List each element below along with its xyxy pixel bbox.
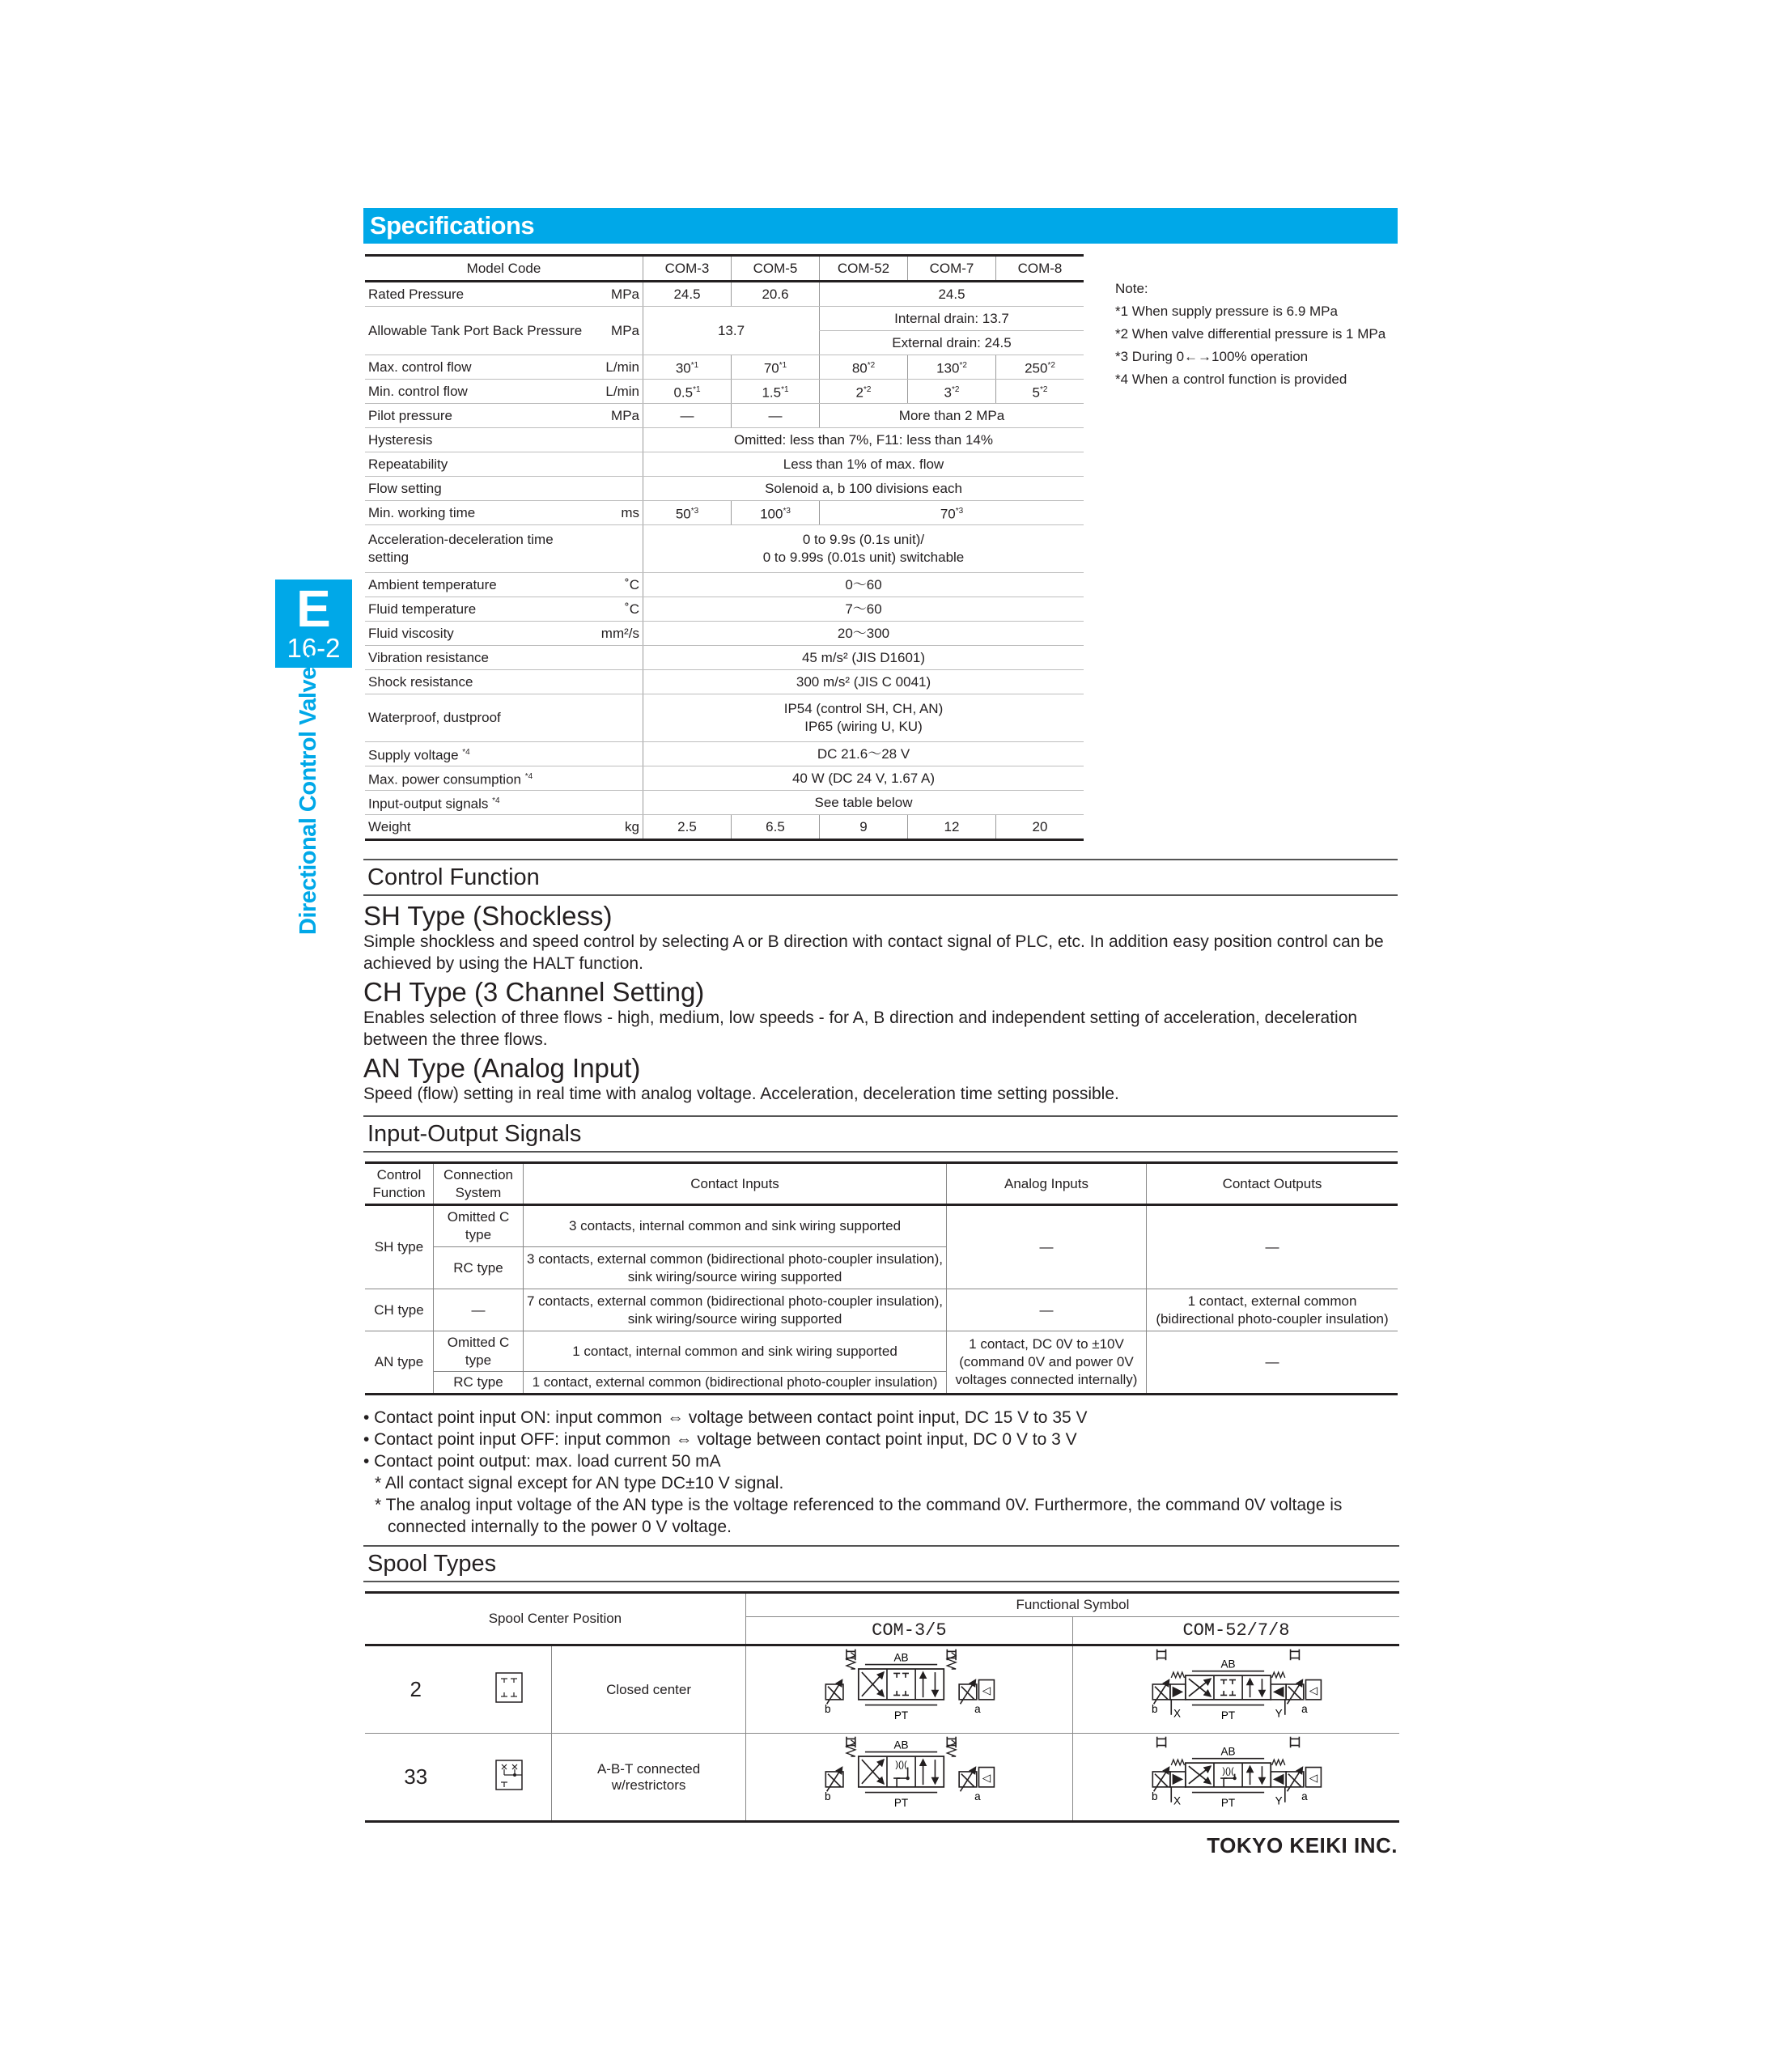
spool-row xyxy=(365,1734,1399,1822)
svg-text:◁: ◁ xyxy=(1309,1684,1318,1697)
spool-row xyxy=(365,1645,1399,1734)
spec-unit: mm²/s xyxy=(591,622,643,646)
contact-inputs-cell: 7 contacts, external common (bidirectional photo-coupler insulation), sink wiring/source wiring supported xyxy=(524,1289,947,1331)
section-title: Control Function xyxy=(367,864,540,890)
spec-value: 250$^{*2}$ xyxy=(996,355,1084,380)
star-note: connected internally to the power 0 V voltage. xyxy=(388,1518,732,1536)
sh-type-heading: SH Type (Shockless) xyxy=(363,901,613,931)
spec-value: Omitted: less than 7%, F11: less than 14% xyxy=(643,428,1084,452)
solenoid-label-b: b xyxy=(1152,1790,1158,1803)
spec-row xyxy=(365,597,1084,622)
spec-label: Ambient temperature xyxy=(365,573,591,597)
spec-label: Vibration resistance xyxy=(365,646,591,670)
spool-types-heading xyxy=(363,1545,1399,1582)
spec-value: 20 xyxy=(996,815,1084,840)
spec-value: 5$^{*2}$ xyxy=(996,380,1084,404)
specifications-title: Specifications xyxy=(370,211,535,240)
io-notes xyxy=(363,1407,1399,1538)
spec-label: Acceleration-deceleration time setting xyxy=(365,525,591,573)
specifications-table xyxy=(365,254,1084,841)
col-header: Connection System xyxy=(434,1163,524,1205)
specifications-header xyxy=(363,208,1398,244)
spec-label: Min. control flow xyxy=(365,380,591,404)
spec-label: Input-output signals $^{*4}$ xyxy=(365,791,591,815)
spec-row xyxy=(365,694,1084,742)
spec-row xyxy=(365,355,1084,380)
spec-unit xyxy=(591,791,643,815)
port-label-pt: PT xyxy=(1221,1797,1236,1810)
solenoid-label-a: a xyxy=(974,1703,981,1716)
spec-value: DC 21.6〜28 V xyxy=(643,742,1084,766)
col-header: COM-7 xyxy=(908,256,996,282)
spec-value: 0 to 9.9s (0.1s unit)/ 0 to 9.99s (0.01s unit) switchable xyxy=(643,525,1084,573)
note-item: *3 During 0←→100% operation xyxy=(1115,349,1309,364)
valve-symbol xyxy=(1147,1734,1325,1815)
port-label-pt: PT xyxy=(1221,1709,1236,1722)
note-item: *4 When a control function is provided xyxy=(1115,372,1347,387)
spec-value: 0.5$^{*1}$ xyxy=(643,380,732,404)
spec-notes xyxy=(1115,278,1385,391)
analog-inputs-cell: — xyxy=(947,1289,1147,1331)
connection-cell: Omitted C type xyxy=(434,1205,524,1247)
col-header: Analog Inputs xyxy=(947,1163,1147,1205)
spec-value: 24.5 xyxy=(643,282,732,307)
spool-icon-cell xyxy=(466,1645,551,1734)
an-type-text: Speed (flow) setting in real time with analog voltage. Acceleration, deceleration time setting possible. xyxy=(363,1085,1119,1103)
spec-row xyxy=(365,282,1084,307)
symbol-com35 xyxy=(745,1734,1072,1822)
company-name: TOKYO KEIKI INC. xyxy=(1207,1833,1398,1858)
spec-label: Hysteresis xyxy=(365,428,591,452)
port-label-ab: AB xyxy=(893,1739,909,1751)
bullet-note: • Contact point input ON: input common ⇔ voltage between contact point input, DC 15 V to 35 V xyxy=(363,1408,1088,1427)
spec-value: 20〜300 xyxy=(643,622,1084,646)
col-header: COM-5 xyxy=(732,256,820,282)
section-letter: E xyxy=(296,580,331,638)
analog-inputs-cell: — xyxy=(947,1205,1147,1289)
col-header: Spool Center Position xyxy=(365,1593,745,1645)
col-header-com35: COM-3/5 xyxy=(745,1617,1072,1645)
spec-value: More than 2 MPa xyxy=(820,404,1084,428)
spec-value: 9 xyxy=(820,815,908,840)
spec-row xyxy=(365,742,1084,766)
spec-unit: MPa xyxy=(591,282,643,307)
spec-value: 30$^{*1}$ xyxy=(643,355,732,380)
pilot-label-y: Y xyxy=(1275,1707,1284,1720)
bullet-note: • Contact point input OFF: input common ⇔ voltage between contact point input, DC 0 V to 3 V xyxy=(363,1430,1077,1449)
page-number: 16-2 xyxy=(286,633,341,663)
solenoid-label-a: a xyxy=(1301,1790,1309,1803)
spec-row xyxy=(365,791,1084,815)
port-label-ab: AB xyxy=(1220,1658,1237,1671)
col-header-com52: COM-52/7/8 xyxy=(1072,1617,1399,1645)
spec-value: Internal drain: 13.7 xyxy=(820,307,1084,331)
solenoid-label-a: a xyxy=(974,1790,981,1803)
io-signals-heading xyxy=(363,1115,1398,1153)
spool-center-icon xyxy=(493,1671,525,1705)
spec-label: Max. control flow xyxy=(365,355,591,380)
port-label-pt: PT xyxy=(894,1709,909,1722)
section-title: Spool Types xyxy=(367,1551,497,1577)
spec-label: Fluid viscosity xyxy=(365,622,591,646)
note-item: *1 When supply pressure is 6.9 MPa xyxy=(1115,304,1338,319)
port-label-pt: PT xyxy=(894,1797,909,1810)
spec-value: 50$^{*3}$ xyxy=(643,501,732,525)
spec-row xyxy=(365,815,1084,840)
solenoid-label-b: b xyxy=(825,1790,831,1803)
spec-value: 24.5 xyxy=(820,282,1084,307)
spec-label: Max. power consumption $^{*4}$ xyxy=(365,766,591,791)
spec-row xyxy=(365,670,1084,694)
spec-unit: ˚C xyxy=(591,597,643,622)
contact-inputs-cell: 1 contact, external common (bidirectional photo-coupler insulation) xyxy=(524,1372,947,1395)
section-title: Input-Output Signals xyxy=(367,1121,582,1147)
spec-row xyxy=(365,307,1084,331)
valve-symbol xyxy=(820,1647,998,1728)
spec-row xyxy=(365,428,1084,452)
spec-unit xyxy=(591,525,643,573)
spec-row xyxy=(365,477,1084,501)
contact-inputs-cell: 1 contact, internal common and sink wiring supported xyxy=(524,1331,947,1372)
star-note: * The analog input voltage of the AN type is the voltage referenced to the command 0V. Furthermore, the command 0V voltage is xyxy=(375,1496,1343,1514)
spec-value: Solenoid a, b 100 divisions each xyxy=(643,477,1084,501)
control-function-cell: CH type xyxy=(365,1289,434,1331)
spec-value: 7〜60 xyxy=(643,597,1084,622)
valve-symbol xyxy=(820,1734,998,1815)
col-header: Functional Symbol xyxy=(745,1593,1399,1617)
pilot-label-y: Y xyxy=(1275,1794,1284,1807)
spec-value: 2.5 xyxy=(643,815,732,840)
spec-label: Waterproof, dustproof xyxy=(365,694,591,742)
spec-label: Weight xyxy=(365,815,591,840)
analog-inputs-cell: 1 contact, DC 0V to ±10V (command 0V and power 0V voltages connected internally) xyxy=(947,1331,1147,1395)
contact-outputs-cell: 1 contact, external common (bidirectional photo-coupler insulation) xyxy=(1147,1289,1398,1331)
svg-text:◁: ◁ xyxy=(982,1772,991,1785)
spec-row xyxy=(365,573,1084,597)
spec-row xyxy=(365,404,1084,428)
spec-value: 3$^{*2}$ xyxy=(908,380,996,404)
connection-cell: RC type xyxy=(434,1372,524,1395)
spec-label: Fluid temperature xyxy=(365,597,591,622)
spec-value: 300 m/s² (JIS C 0041) xyxy=(643,670,1084,694)
spec-value: 40 W (DC 24 V, 1.67 A) xyxy=(643,766,1084,791)
control-function-cell: SH type xyxy=(365,1205,434,1289)
spec-value: — xyxy=(732,404,820,428)
spec-row xyxy=(365,380,1084,404)
ch-type-heading: CH Type (3 Channel Setting) xyxy=(363,977,705,1007)
spec-row xyxy=(365,452,1084,477)
spec-value: 20.6 xyxy=(732,282,820,307)
svg-text:◁: ◁ xyxy=(982,1684,991,1697)
sh-type-text: Simple shockless and speed control by selecting A or B direction with contact signal of PLC, etc. In addition easy position control can be achieved by using the HALT function. xyxy=(363,932,1384,973)
solenoid-label-b: b xyxy=(825,1703,831,1716)
spec-label: Flow setting xyxy=(365,477,591,501)
star-note: * All contact signal except for AN type DC±10 V signal. xyxy=(375,1474,784,1492)
spec-unit xyxy=(591,452,643,477)
solenoid-label-b: b xyxy=(1152,1703,1158,1716)
spool-center-icon xyxy=(493,1758,525,1792)
category-label: Directional Control Valves xyxy=(295,654,321,935)
spec-value: 1.5$^{*1}$ xyxy=(732,380,820,404)
spec-row xyxy=(365,501,1084,525)
connection-cell: Omitted C type xyxy=(434,1331,524,1372)
spec-value: 70$^{*3}$ xyxy=(820,501,1084,525)
col-header: Contact Outputs xyxy=(1147,1163,1398,1205)
connection-cell: — xyxy=(434,1289,524,1331)
spool-number: 33 xyxy=(365,1734,466,1822)
spec-value: 70$^{*1}$ xyxy=(732,355,820,380)
solenoid-label-a: a xyxy=(1301,1703,1309,1716)
spec-unit: ms xyxy=(591,501,643,525)
ch-type-text: Enables selection of three flows - high, medium, low speeds - for A, B direction and independent setting of acceleration, deceleration between the three flows. xyxy=(363,1008,1358,1049)
io-signals-table xyxy=(365,1161,1398,1395)
valve-symbol xyxy=(1147,1647,1325,1728)
spec-value: 130$^{*2}$ xyxy=(908,355,996,380)
spec-value: 45 m/s² (JIS D1601) xyxy=(643,646,1084,670)
spec-value: 12 xyxy=(908,815,996,840)
spec-unit: MPa xyxy=(591,404,643,428)
spool-types-table xyxy=(365,1591,1399,1823)
spec-row xyxy=(365,525,1084,573)
spec-unit xyxy=(591,428,643,452)
svg-text:◁: ◁ xyxy=(1309,1772,1318,1785)
contact-inputs-cell: 3 contacts, internal common and sink wiring supported xyxy=(524,1205,947,1247)
svg-text:)()(: )()( xyxy=(895,1760,908,1770)
spool-description: Closed center xyxy=(552,1645,746,1734)
spec-unit: kg xyxy=(591,815,643,840)
spec-label: Rated Pressure xyxy=(365,282,591,307)
spec-value: 80$^{*2}$ xyxy=(820,355,908,380)
spec-unit: L/min xyxy=(591,380,643,404)
spec-row xyxy=(365,622,1084,646)
port-label-ab: AB xyxy=(1220,1745,1237,1758)
spec-value: 100$^{*3}$ xyxy=(732,501,820,525)
spec-unit: MPa xyxy=(591,307,643,355)
col-header: COM-3 xyxy=(643,256,732,282)
control-function-cell: AN type xyxy=(365,1331,434,1395)
contact-outputs-cell: — xyxy=(1147,1205,1398,1289)
spec-label: Allowable Tank Port Back Pressure xyxy=(365,307,591,355)
spec-value: 13.7 xyxy=(643,307,820,355)
symbol-com52 xyxy=(1072,1734,1399,1822)
spec-value: IP54 (control SH, CH, AN) IP65 (wiring U, KU) xyxy=(643,694,1084,742)
spec-unit xyxy=(591,766,643,791)
spec-label: Shock resistance xyxy=(365,670,591,694)
spec-value: 2$^{*2}$ xyxy=(820,380,908,404)
spec-row xyxy=(365,766,1084,791)
notes-title: Note: xyxy=(1115,281,1148,296)
symbol-com52 xyxy=(1072,1645,1399,1734)
contact-inputs-cell: 3 contacts, external common (bidirectional photo-coupler insulation), sink wiring/source wiring supported xyxy=(524,1247,947,1289)
spool-description: A-B-T connected w/restrictors xyxy=(552,1734,746,1822)
spec-unit xyxy=(591,670,643,694)
an-type-heading: AN Type (Analog Input) xyxy=(363,1053,641,1083)
spool-number: 2 xyxy=(365,1645,466,1734)
contact-outputs-cell: — xyxy=(1147,1331,1398,1395)
svg-text:)()(: )()( xyxy=(1222,1766,1235,1777)
connection-cell: RC type xyxy=(434,1247,524,1289)
spec-value: 6.5 xyxy=(732,815,820,840)
pilot-label-x: X xyxy=(1173,1707,1182,1720)
spec-unit xyxy=(591,694,643,742)
spec-label: Pilot pressure xyxy=(365,404,591,428)
spec-unit xyxy=(591,646,643,670)
spec-row xyxy=(365,646,1084,670)
spec-unit: L/min xyxy=(591,355,643,380)
spool-icon-cell xyxy=(466,1734,551,1822)
spec-value: External drain: 24.5 xyxy=(820,331,1084,355)
control-function-heading xyxy=(363,859,1398,896)
col-header: Contact Inputs xyxy=(524,1163,947,1205)
spec-unit: ˚C xyxy=(591,573,643,597)
port-label-ab: AB xyxy=(893,1651,909,1664)
spec-value: Less than 1% of max. flow xyxy=(643,452,1084,477)
col-header: COM-52 xyxy=(820,256,908,282)
bullet-note: • Contact point output: max. load current 50 mA xyxy=(363,1452,721,1471)
note-item: *2 When valve differential pressure is 1 MPa xyxy=(1115,326,1386,342)
symbol-com35 xyxy=(745,1645,1072,1734)
spec-value: — xyxy=(643,404,732,428)
spec-unit xyxy=(591,742,643,766)
spec-value: See table below xyxy=(643,791,1084,815)
col-header: Control Function xyxy=(365,1163,434,1205)
spec-value: 0〜60 xyxy=(643,573,1084,597)
pilot-label-x: X xyxy=(1173,1794,1182,1807)
col-header: Model Code xyxy=(365,256,643,282)
spec-unit xyxy=(591,477,643,501)
spec-label: Min. working time xyxy=(365,501,591,525)
spec-label: Supply voltage $^{*4}$ xyxy=(365,742,591,766)
spec-label: Repeatability xyxy=(365,452,591,477)
col-header: COM-8 xyxy=(996,256,1084,282)
